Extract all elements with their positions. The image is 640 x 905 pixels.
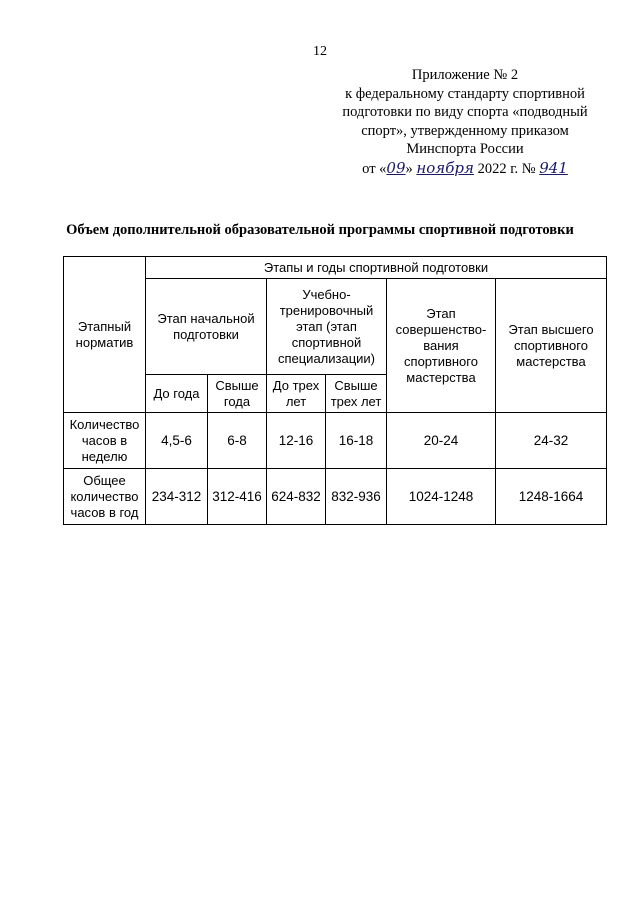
appendix-line: к федеральному стандарту спортивной	[345, 85, 585, 102]
sub-up-to-three: До трех лет	[267, 375, 326, 413]
stages-header: Этапы и годы спортивной подготовки	[146, 257, 607, 279]
handwritten-order-number: 941	[539, 158, 568, 177]
sub-over-year: Свыше года	[208, 375, 267, 413]
table-cell: 24-32	[496, 413, 607, 469]
row-label: Количество часов в неделю	[64, 413, 146, 469]
sub-up-to-year: До года	[146, 375, 208, 413]
appendix-line: спорт», утвержденному приказом	[361, 122, 569, 139]
document-title: Объем дополнительной образовательной программы спортивной подготовки	[66, 222, 574, 238]
stage-training-header: Учебно-тренировочный этап (этап спортивной специализации)	[267, 279, 387, 375]
date-prefix: от «	[362, 160, 387, 177]
page-number: 12	[313, 44, 327, 59]
table-cell: 624-832	[267, 469, 326, 525]
table-row	[64, 413, 607, 469]
table-cell: 1248-1664	[496, 469, 607, 525]
table-cell: 4,5-6	[146, 413, 208, 469]
date-day-close: »	[405, 160, 413, 177]
table-cell: 312-416	[208, 469, 267, 525]
stage-higher-header: Этап высшего спортивного мастерства	[496, 279, 607, 413]
table-cell: 20-24	[387, 413, 496, 469]
appendix-line: подготовки по виду спорта «подводный	[342, 104, 588, 120]
row-label: Общее количество часов в год	[64, 469, 146, 525]
date-year: 2022 г. №	[477, 160, 536, 177]
appendix-line: Минспорта России	[406, 141, 524, 157]
table-cell: 234-312	[146, 469, 208, 525]
stage-improvement-header: Этап совершенство-вания спортивного мастерства	[387, 279, 496, 413]
sub-over-three: Свыше трех лет	[326, 375, 387, 413]
appendix-title: Приложение № 2	[411, 67, 519, 83]
handwritten-month: ноября	[416, 158, 474, 177]
table-cell: 6-8	[208, 413, 267, 469]
table-row	[64, 469, 607, 525]
table-cell: 16-18	[326, 413, 387, 469]
norm-header: Этапный норматив	[64, 257, 146, 413]
table-cell: 1024-1248	[387, 469, 496, 525]
program-volume-table	[63, 256, 607, 525]
stage-initial-header: Этап начальной подготовки	[146, 279, 267, 375]
handwritten-day: 09	[386, 158, 406, 177]
table-cell: 832-936	[326, 469, 387, 525]
approval-date-line	[330, 159, 600, 179]
table-cell: 12-16	[267, 413, 326, 469]
appendix-block	[330, 66, 600, 178]
